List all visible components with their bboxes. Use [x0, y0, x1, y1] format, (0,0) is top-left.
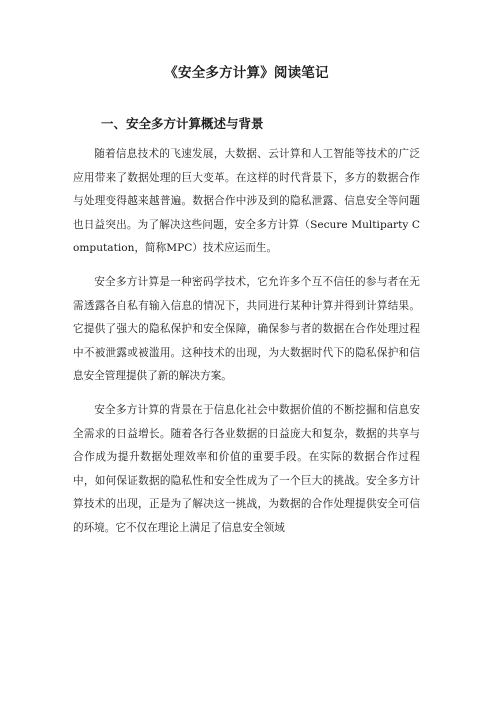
paragraph-intro: 随着信息技术的飞速发展，大数据、云计算和人工智能等技术的广泛应用带来了数据处理的巨大变革。在这样的时代背景下，多方的数据合作与处理变得越来越普遍。数据合作中涉及到的隐私泄露、信息安全等问题也日益突出。为了解决这些问题，安全多方计算（Secure Multiparty Computation，简称MPC）技术应运而生。 [73, 148, 420, 255]
paragraph-background: 安全多方计算的背景在于信息化社会中数据价值的不断挖掘和信息安全需求的日益增长。随着各行各业数据的日益庞大和复杂，数据的共享与合作成为提升数据处理效率和价值的重要手段。在实际的数据合作过程中，如何保证数据的隐私性和安全性成为了一个巨大的挑战。安全多方计算技术的出现，正是为了解决这一挑战，为数据的合作处理提供安全可信的环境。它不仅在理论上满足了信息安全领域 [73, 403, 420, 534]
paragraph-definition: 安全多方计算是一种密码学技术，它允许多个互不信任的参与者在无需透露各自私有输入信息的情况下，共同进行某种计算并得到计算结果。它提供了强大的隐私保护和安全保障，确保参与者的数据在合作处理过程中不被泄露或被滥用。这种技术的出现，为大数据时代下的隐私保护和信息安全管理提供了新的解决方案。 [73, 275, 420, 383]
section-heading: 一、安全多方计算概述与背景 [101, 116, 264, 131]
document-title: 《安全多方计算》阅读笔记 [164, 65, 329, 81]
